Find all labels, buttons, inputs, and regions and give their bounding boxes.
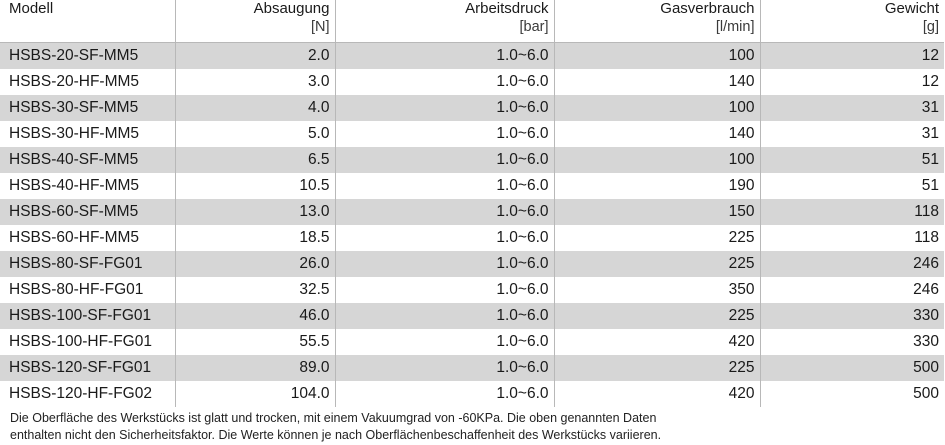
cell-gasverbrauch: 225: [554, 355, 760, 381]
cell-absaugung: 13.0: [175, 199, 335, 225]
cell-arbeitsdruck: 1.0~6.0: [335, 121, 554, 147]
cell-gewicht: 246: [760, 277, 944, 303]
header-unit: [g]: [922, 19, 939, 35]
header-gewicht: [760, 0, 944, 42]
cell-modell: HSBS-120-HF-FG02: [9, 384, 152, 402]
table-row: [0, 173, 944, 199]
footnote-line: enthalten nicht den Sicherheitsfaktor. Die Werte können je nach Oberflächenbeschaffenheit des Werkstücks variieren.: [10, 428, 662, 442]
cell-gewicht: 12: [760, 69, 944, 95]
cell-gasverbrauch: 350: [554, 277, 760, 303]
table-row: [0, 225, 944, 251]
cell-gewicht: 12: [760, 42, 944, 69]
cell-modell: HSBS-100-SF-FG01: [0, 303, 175, 329]
cell-modell: HSBS-60-SF-MM5: [0, 199, 175, 225]
cell-arbeitsdruck: 1.0~6.0: [335, 251, 554, 277]
header-label: Arbeitsdruck: [465, 0, 549, 17]
cell-modell: HSBS-60-HF-MM5: [9, 228, 140, 246]
cell-gasverbrauch: 225: [554, 251, 760, 277]
cell-arbeitsdruck: 1.0~6.0: [335, 69, 554, 95]
cell-absaugung: 4.0: [175, 95, 335, 121]
cell-gasverbrauch: 190: [554, 173, 760, 199]
cell-gasverbrauch: 150: [554, 199, 760, 225]
table-row: [0, 199, 944, 225]
cell-gewicht: 118: [760, 225, 944, 251]
cell-gewicht: 330: [760, 303, 944, 329]
cell-arbeitsdruck: 1.0~6.0: [335, 173, 554, 199]
cell-absaugung: 89.0: [175, 355, 335, 381]
header-gasverbrauch: [554, 0, 760, 42]
header-label: Gasverbrauch: [660, 0, 755, 17]
header-label: Absaugung: [253, 0, 330, 17]
cell-arbeitsdruck: 1.0~6.0: [335, 199, 554, 225]
cell-gewicht: 51: [760, 147, 944, 173]
table-row: [0, 121, 944, 147]
cell-absaugung: 2.0: [175, 42, 335, 69]
table-row: [0, 303, 944, 329]
header-unit: [N]: [310, 19, 330, 35]
cell-gewicht: 31: [760, 95, 944, 121]
header-row: [0, 0, 944, 42]
cell-gasverbrauch: 100: [554, 42, 760, 69]
cell-modell: HSBS-100-HF-FG01: [9, 332, 152, 350]
cell-absaugung: 32.5: [175, 277, 335, 303]
cell-absaugung: 5.0: [175, 121, 335, 147]
table-row: [0, 147, 944, 173]
cell-gewicht: 500: [760, 381, 944, 407]
cell-gasverbrauch: 420: [554, 329, 760, 355]
cell-gasverbrauch: 140: [554, 69, 760, 95]
cell-modell: HSBS-120-SF-FG01: [0, 355, 175, 381]
cell-gasverbrauch: 100: [554, 147, 760, 173]
table-row: [0, 329, 944, 355]
footnote-line: Die Oberfläche des Werkstücks ist glatt und trocken, mit einem Vakuumgrad von -60KPa. Die oben genannten Daten: [10, 411, 657, 425]
table-row: [0, 277, 944, 303]
table-row: [0, 355, 944, 381]
cell-arbeitsdruck: 1.0~6.0: [335, 42, 554, 69]
cell-arbeitsdruck: 1.0~6.0: [335, 329, 554, 355]
cell-arbeitsdruck: 1.0~6.0: [335, 381, 554, 407]
table-row: [0, 42, 944, 69]
table-row: [0, 95, 944, 121]
cell-arbeitsdruck: 1.0~6.0: [335, 303, 554, 329]
cell-absaugung: 104.0: [175, 381, 335, 407]
cell-modell: HSBS-30-HF-MM5: [9, 124, 140, 142]
cell-gewicht: 118: [760, 199, 944, 225]
cell-absaugung: 18.5: [175, 225, 335, 251]
header-label: Modell: [9, 0, 54, 17]
cell-arbeitsdruck: 1.0~6.0: [335, 225, 554, 251]
cell-modell: HSBS-40-HF-MM5: [9, 176, 140, 194]
cell-gewicht: 51: [760, 173, 944, 199]
cell-absaugung: 3.0: [175, 69, 335, 95]
header-modell: [0, 0, 175, 42]
cell-arbeitsdruck: 1.0~6.0: [335, 95, 554, 121]
header-unit: [bar]: [519, 19, 549, 35]
cell-absaugung: 26.0: [175, 251, 335, 277]
cell-gasverbrauch: 100: [554, 95, 760, 121]
cell-modell: HSBS-20-HF-MM5: [9, 72, 140, 90]
header-unit: [l/min]: [715, 19, 755, 35]
cell-gasverbrauch: 140: [554, 121, 760, 147]
cell-arbeitsdruck: 1.0~6.0: [335, 355, 554, 381]
cell-arbeitsdruck: 1.0~6.0: [335, 147, 554, 173]
cell-arbeitsdruck: 1.0~6.0: [335, 277, 554, 303]
cell-absaugung: 10.5: [175, 173, 335, 199]
cell-modell: HSBS-30-SF-MM5: [0, 95, 175, 121]
cell-modell: HSBS-20-SF-MM5: [0, 42, 175, 69]
cell-gasverbrauch: 225: [554, 303, 760, 329]
cell-absaugung: 6.5: [175, 147, 335, 173]
table-row: [0, 251, 944, 277]
cell-modell: HSBS-80-HF-FG01: [9, 280, 144, 298]
cell-absaugung: 46.0: [175, 303, 335, 329]
table-row: [0, 69, 944, 95]
cell-absaugung: 55.5: [175, 329, 335, 355]
cell-gewicht: 330: [760, 329, 944, 355]
table-row: [0, 381, 944, 407]
cell-gewicht: 31: [760, 121, 944, 147]
cell-gewicht: 246: [760, 251, 944, 277]
footnote: [10, 410, 940, 444]
header-label: Gewicht: [884, 0, 939, 17]
cell-gasverbrauch: 225: [554, 225, 760, 251]
cell-gasverbrauch: 420: [554, 381, 760, 407]
cell-gewicht: 500: [760, 355, 944, 381]
header-arbeitsdruck: [335, 0, 554, 42]
header-absaugung: [175, 0, 335, 42]
cell-modell: HSBS-40-SF-MM5: [0, 147, 175, 173]
cell-modell: HSBS-80-SF-FG01: [0, 251, 175, 277]
